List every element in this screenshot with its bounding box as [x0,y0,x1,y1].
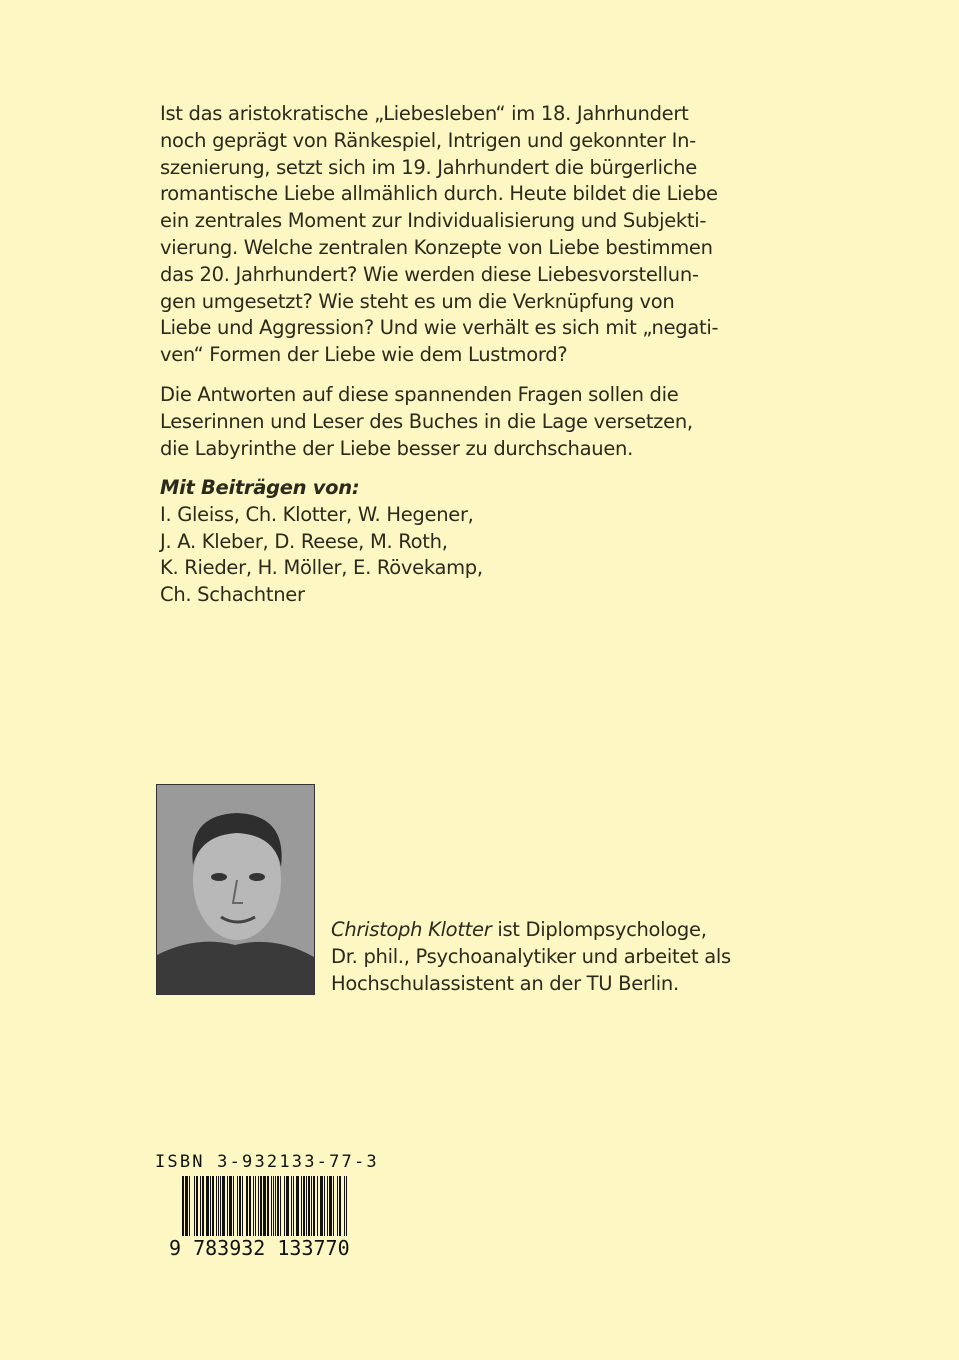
barcode-bar [339,1176,341,1244]
blurb-paragraph-2 [160,382,693,462]
text-line: ein zentrales Moment zur Individualisierung und Subjekti- [160,209,707,233]
author-name: Christoph Klotter [331,918,492,941]
blurb-paragraph-1 [160,101,718,369]
barcode-bar [280,1176,281,1244]
barcode-bar [220,1176,221,1244]
barcode-bar [253,1176,254,1244]
barcode-bar [291,1176,292,1244]
text-line: gen umgesetzt? Wie steht es um die Verknüpfung von [160,289,675,313]
contributor-line: I. Gleiss, Ch. Klotter, W. Hegener, [160,502,474,526]
barcode-bar [212,1176,214,1244]
barcode-bar [337,1176,338,1244]
barcode-bar [194,1176,195,1244]
barcode-bar [301,1176,302,1244]
barcode-bar [249,1176,251,1244]
bio-text: Dr. phil., Psychoanalytiker und arbeitet als [331,944,731,968]
barcode-bar [189,1176,190,1244]
barcode-bar [293,1176,294,1244]
barcode-bar [196,1176,198,1244]
contributor-line: K. Rieder, H. Möller, E. Rövekamp, [160,556,483,580]
author-bio [331,917,731,997]
barcode-bar [206,1176,209,1244]
text-line: ven“ Formen der Liebe wie dem Lustmord? [160,343,568,367]
barcode-bar [200,1176,201,1244]
barcode-bar [258,1176,259,1244]
barcode-bar [229,1176,232,1244]
barcode-bar [277,1176,279,1244]
barcode-bar [303,1176,305,1244]
barcode-bar [271,1176,272,1244]
barcode-bar [320,1176,323,1244]
barcode-bar [313,1176,315,1244]
barcode-bar [329,1176,332,1244]
barcode-bar [246,1176,248,1244]
isbn-label: ISBN 3-932133-77-3 [155,1152,379,1172]
barcode-bar [216,1176,217,1244]
text-line: das 20. Jahrhundert? Wie werden diese Liebesvorstellun- [160,262,699,286]
barcode-bar [233,1176,234,1244]
barcode-bar [306,1176,307,1244]
text-line: Ist das aristokratische „Liebesleben“ im 18. Jahrhundert [160,102,689,125]
barcode-bar [210,1176,211,1244]
barcode-bar [317,1176,318,1244]
contributors-heading: Mit Beiträgen von: [160,476,360,499]
barcode-bar [333,1176,334,1244]
contributor-line: J. A. Kleber, D. Reese, M. Roth, [160,529,448,553]
barcode-bar [273,1176,274,1244]
bio-text: ist Diplompsychologe, [491,918,707,941]
barcode-bar [327,1176,328,1244]
text-line: die Labyrinthe der Liebe besser zu durchschauen. [160,436,633,460]
text-line: noch geprägt von Ränkespiel, Intrigen und gekonnter In- [160,128,696,152]
barcode-bar [218,1176,219,1244]
barcode-bar [237,1176,238,1244]
text-line: romantische Liebe allmählich durch. Heute bildet die Liebe [160,182,718,206]
barcode-bar [255,1176,256,1244]
barcode-bar [239,1176,241,1244]
barcode-bar [222,1176,225,1244]
barcode-bar [311,1176,312,1244]
barcode-bar [284,1176,285,1244]
barcode-bar [286,1176,289,1244]
barcode-bar [324,1176,325,1244]
contributors [160,475,483,609]
barcode-bar [242,1176,243,1244]
author-photo [156,784,315,995]
barcode-bar [308,1176,310,1244]
text-line: Leserinnen und Leser des Buches in die Lage versetzen, [160,409,693,433]
barcode-bar [227,1176,228,1244]
ean-number: 9 783932 133770 [169,1236,350,1260]
barcode-bar [260,1176,262,1244]
barcode-bar [275,1176,276,1244]
text-line: Die Antworten auf diese spannenden Fragen sollen die [160,383,679,406]
text-line: szenierung, setzt sich im 19. Jahrhundert die bürgerliche [160,155,697,179]
barcode-bar [202,1176,204,1244]
contributor-line: Ch. Schachtner [160,583,305,607]
text-line: Liebe und Aggression? Und wie verhält es sich mit „negati- [160,316,719,340]
barcode-bar [296,1176,299,1244]
bio-text: Hochschulassistent an der TU Berlin. [331,971,679,995]
text-line: vierung. Welche zentralen Konzepte von Liebe bestimmen [160,235,713,259]
